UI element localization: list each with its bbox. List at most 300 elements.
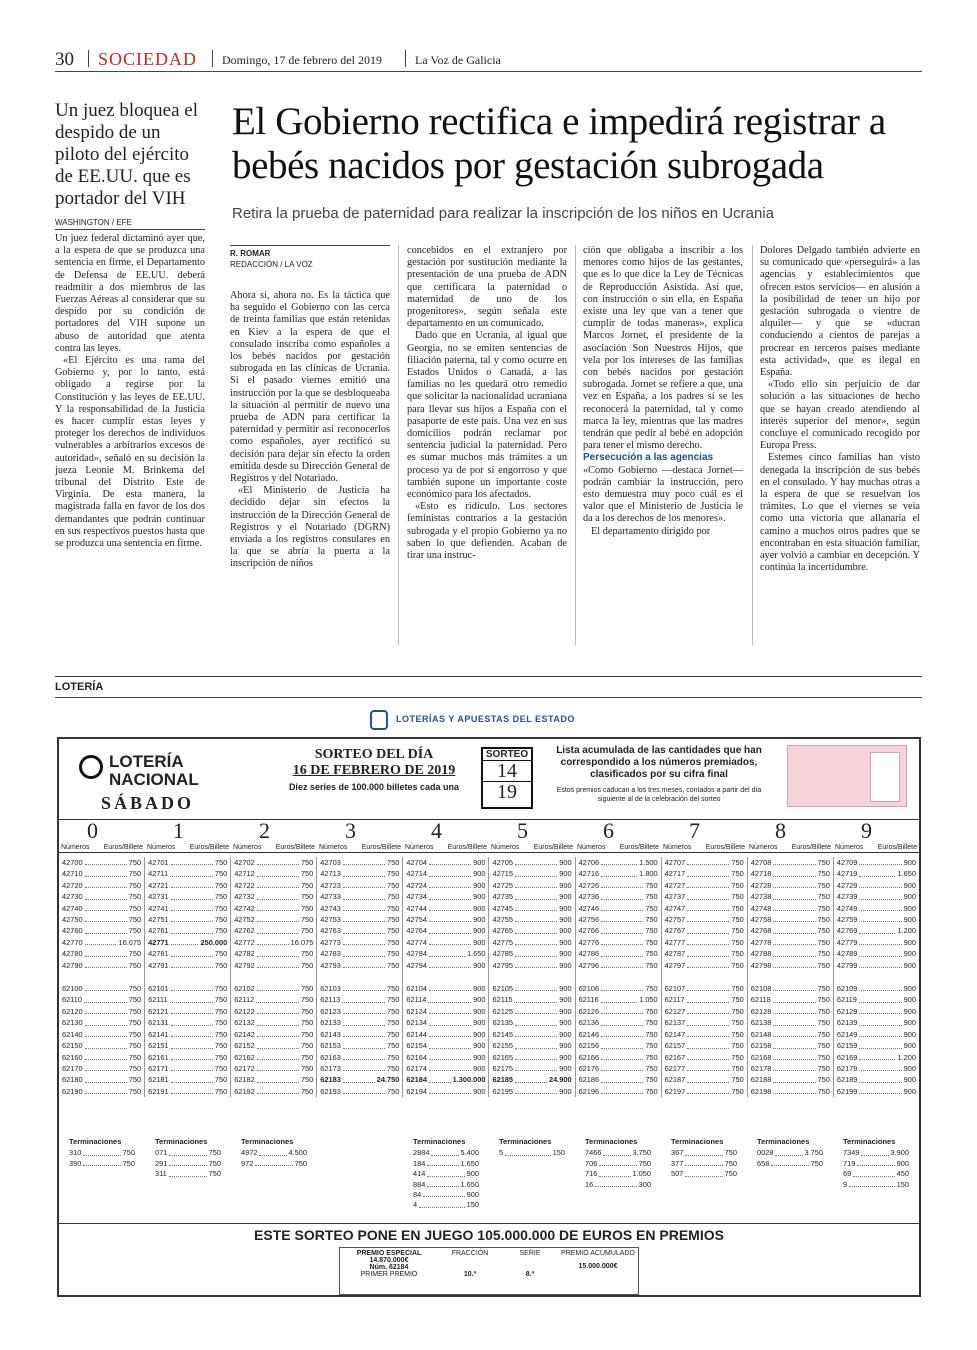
prize-amount: 750 (122, 1148, 135, 1158)
ticket-number: 62130 (62, 1018, 83, 1028)
termination-row (69, 1148, 135, 1158)
termination-column (403, 1137, 489, 1211)
termination-number: 4 (413, 1200, 418, 1210)
prize-amount: 900 (903, 949, 916, 959)
column-headers (59, 843, 919, 853)
leader-dots (171, 1052, 213, 1060)
leader-dots (257, 1086, 299, 1094)
prize-amount: 750 (817, 858, 830, 867)
ticket-number: 62129 (836, 1006, 858, 1016)
leader-dots (601, 948, 643, 956)
result-row (234, 1086, 313, 1097)
prize-amount: 750 (645, 1041, 658, 1051)
row-gap (579, 971, 658, 983)
prize-amount: 750 (731, 1052, 744, 1062)
ticket-number: 62184 (406, 1075, 427, 1085)
result-row (492, 1006, 571, 1017)
prize-amount: 900 (903, 1041, 916, 1051)
prize-amount: 150 (466, 1200, 479, 1210)
leader-dots (515, 1017, 557, 1025)
prize-amount: 750 (731, 1041, 744, 1051)
prize-amount: 900 (903, 1006, 916, 1016)
prize-amount: 750 (724, 1169, 737, 1179)
prize-amount: 750 (645, 960, 658, 970)
termination-column (317, 1137, 403, 1211)
prize-amount: 900 (473, 926, 486, 936)
euros-header: Euros/Billete (103, 844, 143, 851)
leader-dots (859, 880, 901, 888)
ticket-number: 42741 (148, 903, 169, 913)
digit-header: 1 (173, 818, 184, 843)
accumulated-value: 15.000.000€ (578, 1263, 618, 1270)
ticket-number: 62123 (320, 1006, 341, 1016)
ticket-number: 42772 (234, 937, 255, 947)
article-column-4 (760, 245, 920, 574)
results-column (145, 857, 231, 1097)
result-row (62, 1074, 141, 1085)
digit-header: 2 (259, 818, 270, 843)
result-row (234, 994, 313, 1005)
ticket-number: 42727 (664, 880, 686, 890)
prize-amount: 750 (731, 1086, 744, 1096)
prize-amount: 1.800 (639, 869, 658, 879)
result-row (234, 1029, 313, 1040)
leader-dots (773, 960, 815, 968)
ticket-number: 62112 (234, 995, 255, 1005)
prize-amount: 750 (214, 926, 228, 936)
prize-amount: 750 (817, 869, 830, 879)
leader-dots (859, 1006, 901, 1014)
result-row (406, 1086, 485, 1097)
prize-amount: 750 (300, 1052, 314, 1062)
leader-dots (429, 891, 471, 899)
prize-amount: 750 (817, 949, 830, 959)
termination-row (155, 1159, 221, 1169)
prize-amount: 250.000 (200, 937, 228, 947)
leader-dots (171, 1017, 213, 1025)
ticket-number: 42738 (750, 892, 772, 902)
prize-amount: 750 (208, 1158, 221, 1168)
ticket-number: 62109 (836, 984, 858, 994)
prize-amount: 300 (638, 1179, 651, 1189)
leader-dots (773, 1006, 815, 1014)
digit-header: 6 (603, 818, 614, 843)
result-row (234, 1017, 313, 1028)
terminations-label: Terminaciones (241, 1137, 294, 1146)
prize-amount: 750 (300, 1029, 314, 1039)
leader-dots (169, 1148, 206, 1155)
ticket-number: 62189 (836, 1075, 858, 1085)
ticket-number: 62142 (234, 1029, 255, 1039)
prize-amount: 750 (214, 949, 228, 959)
prize-amount: 900 (559, 1029, 572, 1039)
leader-dots (601, 960, 643, 968)
prize-amount: 750 (387, 995, 400, 1005)
leader-dots (773, 1086, 815, 1094)
prize-amount: 750 (645, 984, 658, 994)
prize-amount: 750 (387, 858, 400, 867)
ticket-number: 42704 (406, 858, 427, 867)
leader-dots (601, 868, 637, 876)
result-row (62, 857, 141, 868)
leader-dots (685, 1159, 722, 1166)
series-value: 8.ª (525, 1271, 535, 1278)
leader-dots (687, 948, 729, 956)
ticket-number: 42783 (320, 949, 341, 959)
ticket-number: 42720 (62, 880, 83, 890)
prize-amount: 900 (473, 937, 486, 947)
ticket-number: 42718 (750, 869, 772, 879)
ticket-number: 42730 (62, 892, 83, 902)
prize-amount: 900 (473, 1086, 486, 1096)
numbers-header: Números (405, 844, 434, 851)
leader-dots (595, 1180, 636, 1187)
ticket-number: 42750 (62, 915, 83, 925)
ticket-number: 42731 (148, 892, 169, 902)
prize-amount: 750 (817, 1006, 830, 1016)
digit-header: 4 (431, 818, 442, 843)
result-row (62, 925, 141, 936)
leader-dots (83, 1159, 120, 1166)
termination-row (69, 1159, 135, 1169)
prize-amount: 750 (817, 903, 830, 913)
prize-amount: 900 (473, 1018, 486, 1028)
prize-amount: 750 (817, 1075, 830, 1085)
leader-dots (687, 891, 729, 899)
column-header (661, 843, 747, 852)
result-row (751, 960, 830, 971)
prize-amount: 750 (300, 1006, 314, 1016)
result-row (320, 1086, 399, 1097)
leader-dots (170, 994, 213, 1002)
ticket-number: 42725 (492, 880, 514, 890)
prize-amount: 5.400 (460, 1148, 479, 1158)
column-header (59, 843, 145, 852)
leader-dots (687, 903, 729, 911)
row-gap (234, 971, 313, 983)
prize-amount: 750 (387, 926, 400, 936)
leader-dots (773, 994, 816, 1002)
prize-amount: 900 (903, 915, 916, 925)
prize-amount: 750 (645, 1075, 658, 1085)
prize-amount: 900 (903, 892, 916, 902)
result-row (62, 1063, 141, 1074)
euros-header: Euros/Billete (877, 844, 917, 851)
ticket-number: 42759 (836, 915, 858, 925)
result-row (148, 903, 227, 914)
ticket-number: 62177 (664, 1063, 686, 1073)
ticket-number: 42786 (578, 949, 600, 959)
ticket-number: 42788 (750, 949, 772, 959)
prize-amount: 750 (817, 926, 830, 936)
digit-header: 0 (87, 818, 98, 843)
ticket-number: 62190 (62, 1086, 83, 1096)
result-row (579, 983, 658, 994)
leader-dots (257, 914, 299, 922)
article-column-2 (407, 245, 567, 562)
leader-dots (429, 948, 465, 956)
ticket-number: 42701 (148, 858, 169, 867)
result-row (148, 914, 227, 925)
fraction-label: FRACCIÓN (451, 1250, 489, 1257)
result-row (62, 948, 141, 959)
ticket-number: 42787 (664, 949, 686, 959)
leader-dots (259, 1148, 286, 1155)
ticket-number: 62138 (750, 1018, 772, 1028)
ticket-number: 42724 (406, 880, 427, 890)
leader-dots (601, 925, 643, 933)
leader-dots (257, 937, 289, 945)
ticket-number: 62151 (148, 1041, 169, 1051)
ticket-number: 62164 (406, 1052, 427, 1062)
ticket-number: 62141 (148, 1029, 169, 1039)
ticket-number: 62106 (578, 984, 600, 994)
leader-dots (85, 1029, 127, 1037)
result-row (492, 948, 571, 959)
leader-dots (515, 868, 557, 876)
prize-amount: 750 (724, 1158, 737, 1168)
result-row (320, 1040, 399, 1051)
ticket-number: 62172 (234, 1063, 255, 1073)
leader-dots (859, 1017, 901, 1025)
leader-dots (861, 1148, 888, 1155)
ticket-number: 42703 (320, 858, 341, 867)
result-row (406, 983, 485, 994)
leader-dots (601, 994, 638, 1002)
result-row (665, 868, 744, 879)
result-row (234, 1074, 313, 1085)
prize-amount: 900 (896, 1158, 909, 1168)
leader-dots (849, 1180, 895, 1187)
ticket-number: 42797 (664, 960, 686, 970)
column-header (317, 843, 403, 852)
ticket-number: 62155 (492, 1041, 514, 1051)
result-row (579, 1086, 658, 1097)
result-row (665, 983, 744, 994)
terminations-label: Terminaciones (69, 1137, 122, 1146)
termination-number: 291 (155, 1158, 168, 1168)
result-row (837, 937, 916, 948)
prize-amount: 750 (731, 903, 744, 913)
ticket-number: 62196 (578, 1086, 600, 1096)
prize-amount: 750 (214, 1006, 228, 1016)
leader-dots (687, 960, 729, 968)
result-row (406, 1029, 485, 1040)
termination-row (843, 1169, 909, 1179)
ticket-number: 62134 (406, 1018, 427, 1028)
ticket-number: 62153 (320, 1041, 341, 1051)
result-row (492, 1063, 571, 1074)
prize-amount: 900 (466, 1190, 479, 1200)
prize-amount: 750 (128, 892, 142, 902)
digit-headers (59, 819, 919, 841)
result-row (579, 914, 658, 925)
result-row (148, 891, 227, 902)
leader-dots (773, 868, 815, 876)
prize-amount: 750 (731, 960, 744, 970)
prize-amount: 750 (300, 858, 314, 867)
prize-amount: 750 (810, 1158, 823, 1168)
prize-amount: 750 (214, 892, 228, 902)
prize-amount: 750 (300, 903, 314, 913)
prize-amount: 750 (214, 1029, 228, 1039)
ticket-number: 42743 (320, 903, 341, 913)
result-row (406, 1017, 485, 1028)
ticket-number: 62126 (578, 1006, 600, 1016)
prize-amount: 900 (903, 1063, 916, 1073)
result-row (62, 1006, 141, 1017)
result-row (406, 857, 485, 868)
leader-dots (256, 994, 299, 1002)
result-row (492, 891, 571, 902)
leader-dots (515, 857, 557, 865)
leader-dots (255, 1159, 292, 1166)
ticket-number: 42790 (62, 960, 83, 970)
ticket-number: 42763 (320, 926, 341, 936)
lae-org-name: LOTERÍAS Y APUESTAS DEL ESTADO (396, 714, 575, 724)
termination-row (413, 1190, 479, 1200)
leader-dots (429, 1074, 451, 1082)
termination-number: 719 (843, 1158, 856, 1168)
ticket-number: 62144 (406, 1029, 427, 1039)
leader-dots (859, 1074, 901, 1082)
ticket-number: 42774 (406, 937, 427, 947)
result-row (406, 1063, 485, 1074)
ticket-number: 62170 (62, 1063, 83, 1073)
result-row (579, 1040, 658, 1051)
result-row (492, 1052, 571, 1063)
prize-amount: 900 (903, 1018, 916, 1028)
result-row (320, 983, 399, 994)
leader-dots (343, 857, 385, 865)
prize-amount: 750 (128, 915, 142, 925)
row-gap (406, 971, 485, 983)
leader-dots (85, 1052, 127, 1060)
prize-amount: 750 (128, 1086, 142, 1096)
prize-amount: 750 (214, 1086, 228, 1096)
ticket-number: 62108 (750, 984, 772, 994)
prize-amount: 750 (387, 949, 400, 959)
prize-amount: 900 (559, 1086, 572, 1096)
leader-dots (601, 903, 643, 911)
ticket-number: 42791 (148, 960, 169, 970)
ticket-number: 42737 (664, 892, 686, 902)
ticket-number: 62128 (750, 1006, 772, 1016)
leader-dots (428, 994, 471, 1002)
ticket-number: 42796 (578, 960, 600, 970)
leader-dots (257, 880, 299, 888)
leader-dots (257, 1006, 299, 1014)
ticket-number: 62120 (62, 1006, 83, 1016)
leader-dots (169, 1159, 206, 1166)
termination-row (241, 1148, 307, 1158)
leader-dots (773, 948, 815, 956)
ticket-number: 62186 (578, 1075, 600, 1085)
prize-amount: 900 (559, 960, 572, 970)
result-row (234, 914, 313, 925)
leader-dots (343, 1029, 385, 1037)
leader-dots (515, 1063, 557, 1071)
result-row (62, 1017, 141, 1028)
leader-dots (859, 960, 901, 968)
leader-dots (171, 1086, 213, 1094)
numbers-header: Números (491, 844, 520, 851)
result-row (320, 903, 399, 914)
ticket-number: 62173 (320, 1063, 341, 1073)
prize-amount: 900 (903, 880, 916, 890)
ticket-number: 62136 (578, 1018, 600, 1028)
ticket-number: 62197 (664, 1086, 686, 1096)
prize-amount: 900 (559, 1041, 572, 1051)
draw-number-box (481, 747, 533, 809)
result-row (62, 1029, 141, 1040)
result-row (837, 880, 916, 891)
ticket-number: 42762 (234, 926, 255, 936)
result-row (751, 1017, 830, 1028)
prize-amount: 750 (214, 984, 228, 994)
termination-number: 367 (671, 1148, 684, 1158)
list-description (544, 745, 774, 804)
prize-amount: 750 (208, 1148, 221, 1158)
column-header (145, 843, 231, 852)
column-header (403, 843, 489, 852)
ticket-number: 62159 (836, 1041, 858, 1051)
ticket-number: 62139 (836, 1018, 858, 1028)
ticket-number: 62122 (234, 1006, 255, 1016)
ticket-number: 42765 (492, 926, 514, 936)
prize-amount: 900 (473, 995, 486, 1005)
leader-dots (343, 1017, 385, 1025)
lae-banner (370, 708, 670, 732)
prize-amount: 900 (559, 949, 572, 959)
prize-amount: 24.900 (548, 1075, 572, 1085)
prize-amount: 750 (300, 995, 314, 1005)
prize-amount: 750 (731, 915, 744, 925)
prize-amount: 750 (300, 880, 314, 890)
leader-dots (429, 960, 471, 968)
leader-dots (171, 1063, 213, 1071)
leader-dots (515, 1006, 557, 1014)
termination-number: 884 (413, 1179, 426, 1189)
result-row (837, 914, 916, 925)
page-header (55, 46, 922, 72)
result-row (320, 1017, 399, 1028)
ticket-number: 42795 (492, 960, 514, 970)
result-row (837, 1074, 916, 1085)
leader-dots (85, 914, 127, 922)
prize-amount: 900 (473, 984, 486, 994)
leader-dots (515, 891, 557, 899)
leader-dots (687, 1086, 729, 1094)
ticket-number: 42764 (406, 926, 427, 936)
results-column (317, 857, 403, 1097)
ticket-number: 62102 (234, 984, 255, 994)
leader-dots (685, 1148, 722, 1155)
ticket-number: 42736 (578, 892, 600, 902)
ticket-number: 42733 (320, 892, 341, 902)
leader-dots (601, 891, 643, 899)
prize-amount: 750 (214, 1052, 228, 1062)
termination-column (489, 1137, 575, 1211)
list-title: Lista acumulada de las cantidades que han correspondido a los números premiados, clasificados por su cifra final (556, 745, 762, 780)
result-row (492, 914, 571, 925)
result-row (492, 1017, 571, 1028)
result-row (320, 880, 399, 891)
result-row (492, 857, 571, 868)
terminations-label: Terminaciones (757, 1137, 810, 1146)
ticket-number: 42713 (320, 869, 341, 879)
prize-amount: 1.650 (466, 949, 486, 959)
